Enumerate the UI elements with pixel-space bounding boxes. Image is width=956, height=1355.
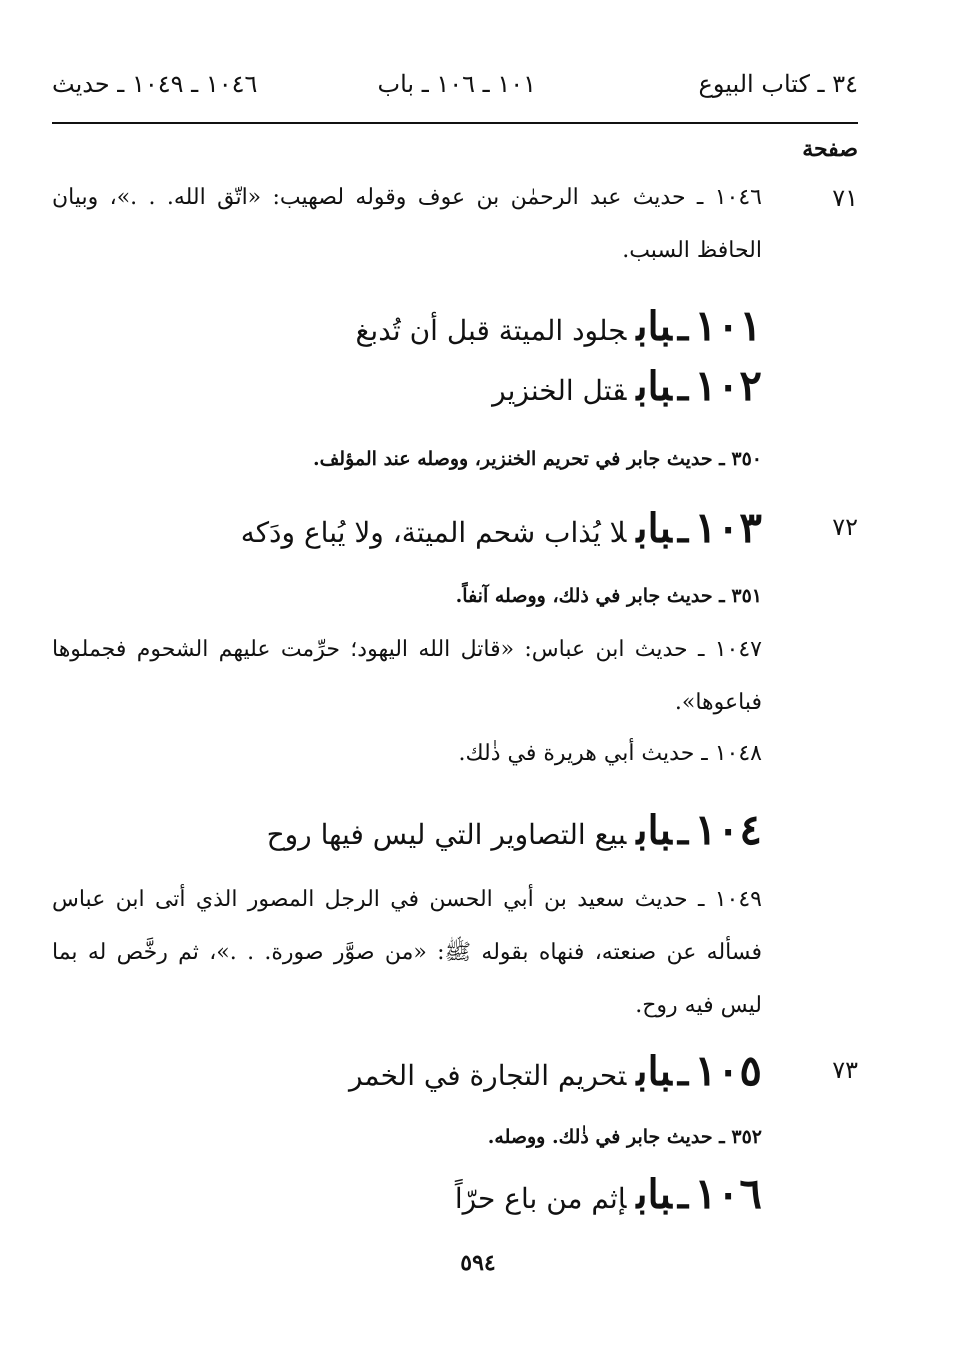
chapter-title: إثم من باع حرّاً — [454, 1182, 627, 1215]
chapter-number: ١٠٣ — [694, 503, 762, 552]
margin-page-number: ٧٢ — [832, 513, 858, 541]
header-chapter-range: ١٠١ ـ ١٠٦ ـ باب — [377, 70, 536, 98]
chapter-number: ١٠٢ — [694, 361, 762, 410]
header-rule — [52, 122, 858, 124]
chapter-title: جلود الميتة قبل أن تُدبغ — [355, 314, 627, 347]
chapter-title: تحريم التجارة في الخمر — [348, 1059, 627, 1092]
chapter-heading-106: ١٠٦ـبابإثم من باع حرّاً — [454, 1169, 762, 1218]
chapter-heading-103: ١٠٣ـبابلا يُذاب شحم الميتة، ولا يُباع ودَكه — [240, 503, 762, 552]
chapter-keyword: باب — [636, 363, 672, 410]
chapter-keyword: باب — [636, 505, 672, 552]
suspended-hadith-350: ٣٥٠ ـ حديث جابر في تحريم الخنزير، ووصله عند المؤلف. — [313, 448, 762, 470]
hadith-entry-1049: ١٠٤٩ ـ حديث سعيد بن أبي الحسن في الرجل المصور الذي أتى ابن عباس فسأله عن صنعته، فنهاه بقوله ﷺ: «من صوَّر صورة. . .»، ثم رخَّص له بما ليس فيه روح. — [52, 887, 762, 1018]
chapter-heading-102: ١٠٢ـبابقتل الخنزير — [492, 361, 762, 410]
chapter-number: ١٠٤ — [694, 805, 762, 854]
hadith-entry-1047: ١٠٤٧ ـ حديث ابن عباس: «قاتل الله اليهود؛ حرِّمت عليهم الشحوم فجملوها فباعوها». — [52, 637, 762, 715]
suspended-hadith-351: ٣٥١ ـ حديث جابر في ذلك، ووصله آنفاً. — [455, 585, 762, 607]
chapter-number: ١٠١ — [694, 301, 762, 350]
chapter-number: ١٠٥ — [694, 1046, 762, 1095]
chapter-heading-104: ١٠٤ـباببيع التصاوير التي ليس فيها روح — [266, 805, 762, 854]
chapter-keyword: باب — [636, 1048, 672, 1095]
chapter-keyword: باب — [636, 303, 672, 350]
chapter-number: ١٠٦ — [694, 1169, 762, 1218]
header-hadith-range: ١٠٤٦ ـ ١٠٤٩ ـ حديث — [52, 70, 258, 98]
chapter-keyword: باب — [636, 1171, 672, 1218]
chapter-title: لا يُذاب شحم الميتة، ولا يُباع ودَكه — [240, 516, 627, 549]
chapter-heading-101: ١٠١ـبابجلود الميتة قبل أن تُدبغ — [355, 301, 762, 350]
footer-page-number: ٥٩٤ — [460, 1250, 496, 1276]
header-book-title: ٣٤ ـ كتاب البيوع — [698, 70, 858, 98]
chapter-title: بيع التصاوير التي ليس فيها روح — [266, 818, 627, 851]
margin-page-number: ٧١ — [832, 184, 858, 212]
margin-page-number: ٧٣ — [832, 1056, 858, 1084]
chapter-heading-105: ١٠٥ـبابتحريم التجارة في الخمر — [348, 1046, 762, 1095]
hadith-entry-1048: ١٠٤٨ ـ حديث أبي هريرة في ذٰلك. — [458, 741, 762, 766]
suspended-hadith-352: ٣٥٢ ـ حديث جابر في ذٰلك. ووصله. — [487, 1126, 762, 1148]
hadith-entry-1046: ١٠٤٦ ـ حديث عبد الرحمٰن بن عوف وقوله لصهيب: «اتّق الله. . .»، وبيان الحافظ السبب. — [52, 185, 762, 263]
page-column-label: صفحة — [802, 136, 858, 162]
chapter-title: قتل الخنزير — [492, 374, 627, 407]
chapter-keyword: باب — [636, 807, 672, 854]
